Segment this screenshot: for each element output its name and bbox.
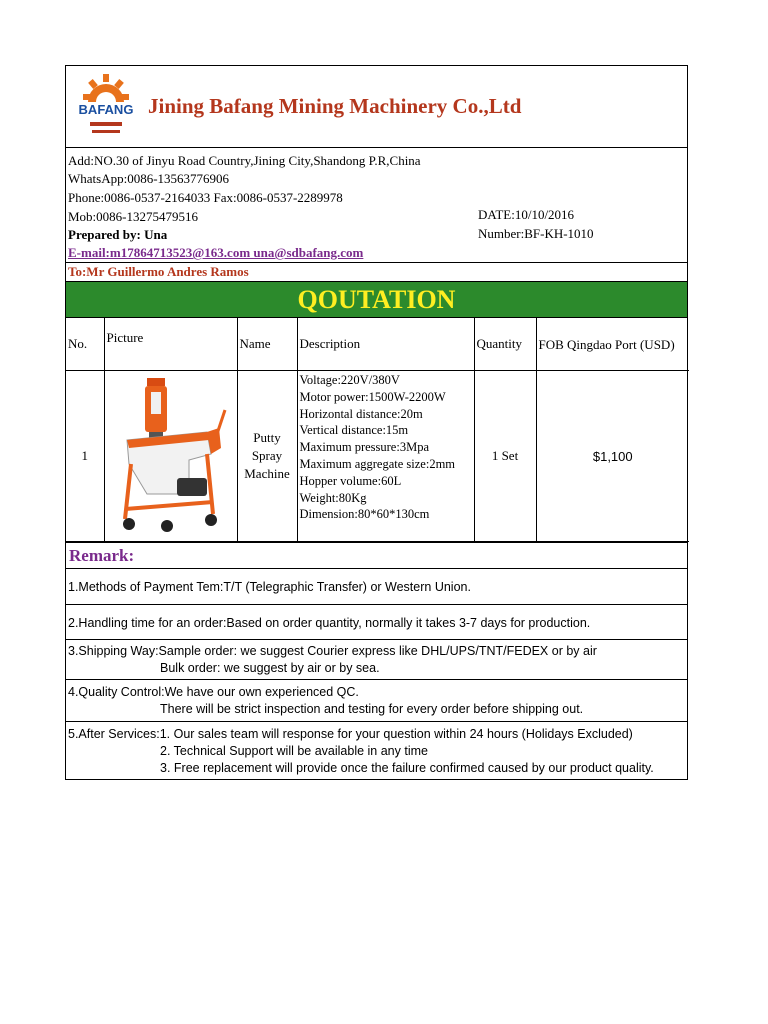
remark-text: 4.Quality Control:We have our own experienced QC. [68, 685, 359, 699]
remark-item [66, 722, 687, 779]
header-price: FOB Qingdao Port (USD) [536, 318, 689, 371]
spec-line: Vertical distance:15m [299, 423, 409, 438]
product-description [297, 371, 474, 542]
company-logo [78, 72, 134, 142]
remark-text: 3.Shipping Way:Sample order: we suggest Courier express like DHL/UPS/TNT/FEDEX or by air [68, 644, 597, 658]
divider [66, 262, 687, 263]
date-text: DATE:10/10/2016 [478, 207, 575, 222]
spec-line: Dimension:80*60*130cm [299, 507, 430, 522]
product-quantity: 1 Set [474, 371, 536, 542]
spec-line: Hopper volume:60L [299, 473, 402, 488]
row-no: 1 [66, 371, 104, 542]
remark-item [66, 640, 687, 680]
header-quantity: Quantity [474, 318, 536, 371]
remark-item [66, 680, 687, 722]
remarks-list [66, 569, 687, 779]
spec-line: Maximum aggregate size:2mm [299, 456, 456, 471]
putty-spray-machine-image [107, 374, 233, 539]
whatsapp-text: WhatsApp:0086-13563776906 [68, 171, 230, 186]
table-header-row [66, 318, 689, 371]
table-row [66, 371, 689, 542]
quotation-sheet [65, 65, 688, 780]
spec-line: Voltage:220V/380V [299, 373, 400, 387]
phone-fax-text: Phone:0086-0537-2164033 Fax:0086-0537-2289978 [68, 190, 343, 205]
remark-text: 1.Methods of Payment Tem:T/T (Telegraphic Transfer) or Western Union. [68, 580, 471, 594]
recipient-text: To:Mr Guillermo Andres Ramos [68, 264, 249, 279]
logo-text: BAFANG [78, 102, 134, 117]
remark-text: There will be strict inspection and testing for every order before shipping out. [160, 702, 584, 716]
header-description: Description [297, 318, 474, 371]
quote-number-text: Number:BF-KH-1010 [478, 226, 594, 241]
header-picture: Picture [104, 318, 237, 371]
quotation-title: QOUTATION [66, 282, 687, 318]
spec-line: Horizontal distance:20m [299, 406, 423, 421]
product-picture-cell [104, 371, 237, 542]
product-price: $1,100 [536, 371, 689, 542]
remark-text: 2.Handling time for an order:Based on order quantity, normally it takes 3-7 days for production. [68, 616, 591, 630]
remark-text: 5.After Services:1. Our sales team will response for your question within 24 hours (Holidays Excluded) [68, 727, 633, 741]
spec-line: Maximum pressure:3Mpa [299, 440, 429, 455]
remark-title: Remark: [66, 542, 687, 569]
company-name: Jining Bafang Mining Machinery Co.,Ltd [148, 94, 522, 118]
address-text: Add:NO.30 of Jinyu Road Country,Jining City,Shandong P.R,China [68, 153, 421, 168]
company-header [66, 66, 687, 148]
remark-text: 2. Technical Support will be available in any time [160, 744, 428, 758]
product-table [66, 318, 689, 542]
spec-line: Motor power:1500W-2200W [299, 389, 446, 404]
remark-item [66, 605, 687, 640]
header-no: No. [66, 318, 104, 371]
prepared-by-text: Prepared by: Una [68, 227, 168, 242]
remark-text: 3. Free replacement will provide once the failure confirmed caused by our product quality. [160, 761, 654, 775]
header-name: Name [237, 318, 297, 371]
spec-line: Weight:80Kg [299, 490, 367, 505]
contact-block [66, 148, 687, 282]
remark-text: Bulk order: we suggest by air or by sea. [160, 661, 380, 675]
email-link[interactable]: E-mail:m17864713523@163.com una@sdbafang.com [68, 245, 364, 260]
product-name: Putty Spray Machine [237, 371, 297, 542]
remark-item [66, 569, 687, 605]
mobile-text: Mob:0086-13275479516 [68, 209, 198, 224]
